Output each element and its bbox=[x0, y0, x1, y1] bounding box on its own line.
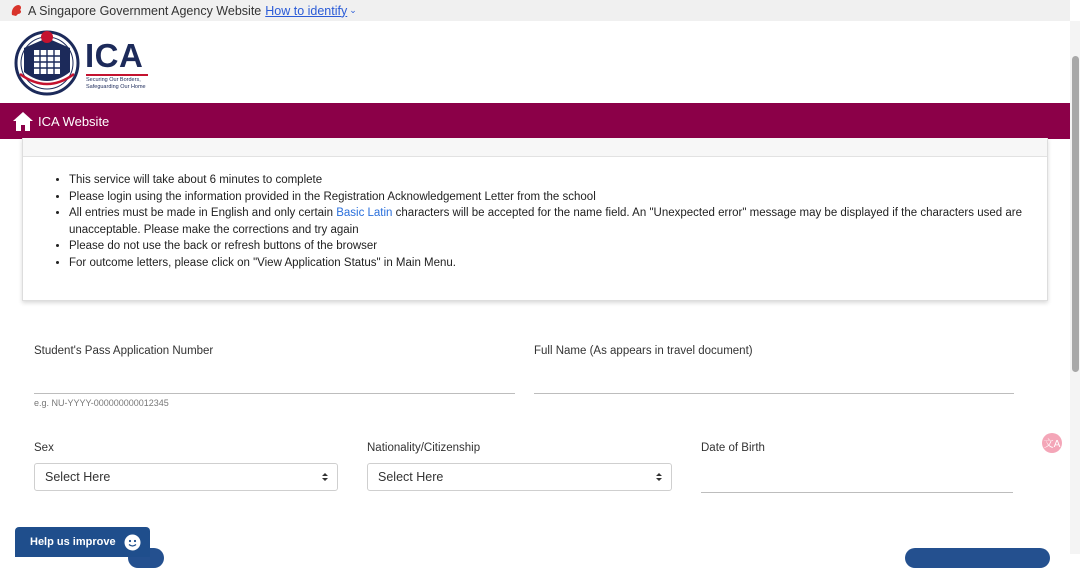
dob-input[interactable] bbox=[701, 468, 1013, 493]
ica-logo[interactable] bbox=[14, 28, 154, 98]
ica-brand-name: ICA bbox=[85, 37, 144, 74]
sex-select-value: Select Here bbox=[45, 470, 111, 484]
brand-tagline-2: Safeguarding Our Home bbox=[86, 84, 146, 90]
notice-item: • This service will take about 6 minutes to complete bbox=[69, 172, 1029, 189]
translate-icon[interactable] bbox=[1041, 432, 1063, 454]
brand-divider bbox=[86, 74, 148, 76]
spa-number-hint: e.g. NU-YYYY-000000000012345 bbox=[34, 398, 169, 408]
select-arrows-icon bbox=[655, 471, 663, 483]
smiley-icon bbox=[124, 534, 141, 551]
select-arrows-icon bbox=[321, 471, 329, 483]
notice-item: • Please login using the information provided in the Registration Acknowledgement Letter from the school bbox=[69, 189, 1029, 206]
notice-header-strip bbox=[23, 138, 1047, 157]
help-us-improve-label: Help us improve bbox=[30, 536, 116, 548]
home-icon[interactable] bbox=[12, 110, 34, 132]
notice-text: All entries must be made in English and only certain bbox=[69, 207, 337, 219]
notice-item: • Please do not use the back or refresh buttons of the browser bbox=[69, 238, 1029, 255]
ica-website-link[interactable]: ICA Website bbox=[38, 113, 110, 129]
full-name-label: Full Name (As appears in travel document) bbox=[534, 345, 753, 357]
nationality-select-value: Select Here bbox=[378, 470, 444, 484]
sex-select[interactable] bbox=[34, 463, 338, 491]
help-us-improve-button[interactable] bbox=[15, 527, 150, 557]
notice-item: • For outcome letters, please click on "View Application Status" in Main Menu. bbox=[69, 255, 1029, 272]
notice-item bbox=[69, 205, 1029, 238]
full-name-input[interactable] bbox=[534, 372, 1014, 394]
basic-latin-link[interactable]: Basic Latin bbox=[336, 207, 393, 219]
svg-text:文A: 文A bbox=[1043, 439, 1061, 450]
nationality-select[interactable] bbox=[367, 463, 672, 491]
notice-list bbox=[49, 172, 1029, 271]
how-to-identify-link[interactable]: How to identify bbox=[265, 3, 348, 18]
chevron-down-icon[interactable]: ⌄ bbox=[349, 5, 357, 15]
service-notice-card bbox=[22, 138, 1048, 301]
ica-crest-icon bbox=[14, 28, 80, 96]
spa-number-input[interactable] bbox=[34, 372, 515, 394]
scrollbar-thumb[interactable] bbox=[1072, 56, 1079, 372]
lion-head-icon bbox=[10, 4, 23, 17]
partial-button-right[interactable] bbox=[905, 548, 1050, 568]
nationality-label: Nationality/Citizenship bbox=[367, 442, 481, 454]
masthead-text: A Singapore Government Agency Website bbox=[28, 3, 262, 18]
gov-masthead bbox=[0, 0, 1070, 21]
dob-label: Date of Birth bbox=[701, 442, 765, 454]
spa-number-label: Student's Pass Application Number bbox=[34, 345, 214, 357]
sex-label: Sex bbox=[34, 442, 54, 454]
main-navbar bbox=[0, 103, 1070, 139]
notice-text: characters will be accepted for the name field. An "Unexpected error" message may be displayed if the characters used are unacceptable. Please make the corrections and try again bbox=[69, 207, 1022, 236]
brand-tagline-1: Securing Our Borders, bbox=[86, 77, 141, 83]
